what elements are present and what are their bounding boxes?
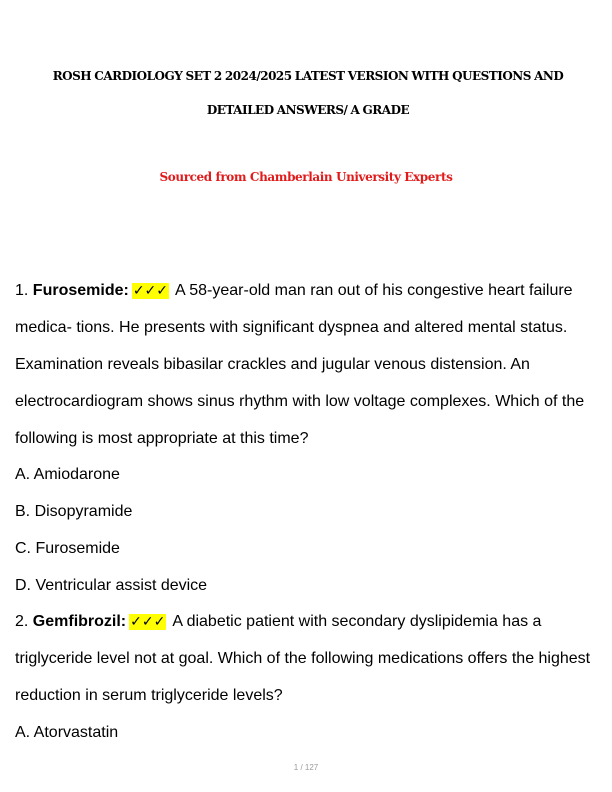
- question-2-text-1: A diabetic patient with secondary dyslipidemia has a: [172, 613, 542, 630]
- document-subtitle: Sourced from Chamberlain University Experts: [159, 170, 453, 184]
- question-2-line-2: triglyceride level not at goal. Which of the following medications offers the highest: [15, 650, 591, 667]
- question-1-line-1: [15, 282, 573, 300]
- question-2-line-1: [15, 613, 541, 631]
- document-title-line-2: DETAILED ANSWERS/ A GRADE: [206, 103, 410, 117]
- question-1-option-b: B. Disopyramide: [15, 503, 133, 520]
- question-1-line-3: Examination reveals bibasilar crackles and jugular venous distension. An: [15, 356, 530, 373]
- question-1-option-d: D. Ventricular assist device: [15, 577, 208, 594]
- question-2-answer: Gemfibrozil:: [32, 613, 127, 630]
- question-1-option-a: A. Amiodarone: [15, 466, 120, 483]
- question-1-number: 1.: [15, 282, 29, 299]
- checkmark-icon: ✓✓✓: [130, 614, 166, 630]
- question-1-line-5: following is most appropriate at this time?: [15, 430, 309, 447]
- question-1-line-2: medica- tions. He presents with significant dyspnea and altered mental status.: [15, 319, 568, 336]
- question-2-option-a: A. Atorvastatin: [15, 724, 119, 741]
- checkmark-icon: ✓✓✓: [132, 283, 169, 299]
- question-1-text-1: A 58-year-old man ran out of his congestive heart failure: [175, 282, 573, 299]
- question-2-number: 2.: [15, 613, 29, 630]
- question-2-line-3: reduction in serum triglyceride levels?: [15, 687, 283, 704]
- document-title-line-1: ROSH CARDIOLOGY SET 2 2024/2025 LATEST VERSION WITH QUESTIONS AND: [52, 69, 564, 83]
- page-number: 1 / 127: [293, 763, 319, 772]
- question-1-answer: Furosemide:: [32, 282, 129, 299]
- question-1-line-4: electrocardiogram shows sinus rhythm with low voltage complexes. Which of the: [15, 393, 585, 410]
- question-1-option-c: C. Furosemide: [15, 540, 120, 557]
